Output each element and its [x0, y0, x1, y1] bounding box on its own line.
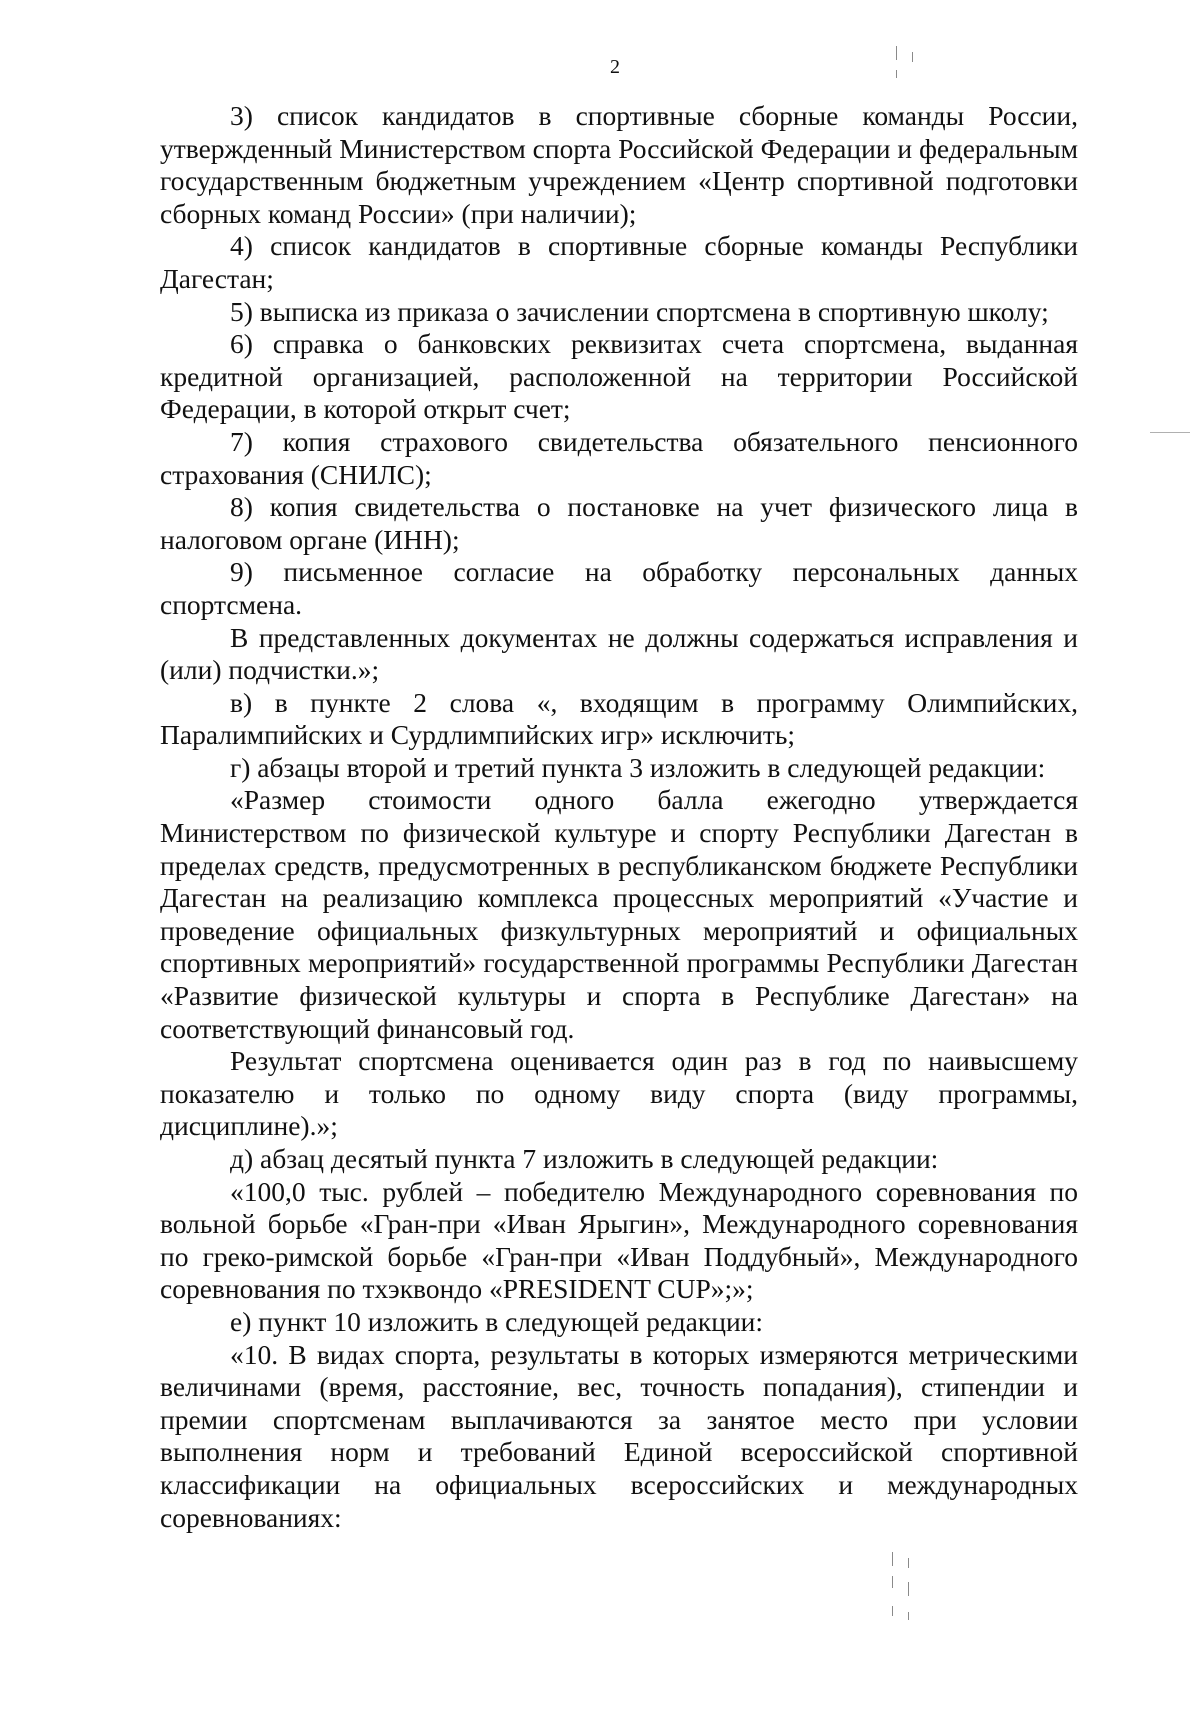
paragraph-subitem-v: в) в пункте 2 слова «, входящим в программу Олимпийских, Паралимпийских и Сурдлимпийских игр» исключить; — [160, 686, 1078, 751]
paragraph-item-6: 6) справка о банковских реквизитах счета спортсмена, выданная кредитной организацией, расположенной на территории Российской Федерации, в которой открыт счет; — [160, 328, 1078, 425]
paragraph-item-3: 3) список кандидатов в спортивные сборные команды России, утвержденный Министерством спорта Российской Федерации и федеральным государственным бюджетным учреждением «Центр спортивной подготовки сборных команд России» (при наличии); — [160, 100, 1078, 229]
paragraph-item-8: 8) копия свидетельства о постановке на учет физического лица в налоговом органе (ИНН); — [160, 491, 1078, 555]
scan-artifact — [892, 1576, 893, 1588]
scan-artifact — [908, 1558, 909, 1568]
document-body — [160, 100, 1078, 1534]
paragraph-point-cost: «Размер стоимости одного балла ежегодно утверждается Министерством по физической культуре и спорту Республики Дагестан в пределах средств, предусмотренных в республиканском бюджете Республики Дагестан на реализацию комплекса процессных мероприятий «Участие и проведение официальных физкультурных мероприятий и официальных спортивных мероприятий» государственной программы Республики Дагестан «Развитие физической культуры и спорта в Республике Дагестан» на соответствующий финансовый год. — [160, 784, 1078, 1044]
scan-artifact — [908, 1582, 909, 1596]
paragraph-item-7: 7) копия страхового свидетельства обязательного пенсионного страхования (СНИЛС); — [160, 425, 1078, 490]
scan-artifact — [912, 52, 913, 62]
scan-artifact — [908, 1612, 909, 1620]
scan-artifact — [896, 46, 897, 60]
scan-artifact — [896, 70, 897, 78]
scan-artifact — [892, 1552, 893, 1566]
paragraph-subitem-d: д) абзац десятый пункта 7 изложить в следующей редакции: — [230, 1143, 939, 1174]
page-number: 2 — [610, 56, 620, 78]
scan-artifact — [1150, 432, 1190, 433]
paragraph-point-10: «10. В видах спорта, результаты в которых измеряются метрическими величинами (время, расстояние, вес, точность попадания), стипендии и премии спортсменам выплачиваются за занятое место при условии выполнения норм и требований Единой всероссийской спортивной классификации на официальных всероссийских и международных соревнованиях: — [160, 1338, 1078, 1533]
paragraph-subitem-g: г) абзацы второй и третий пункта 3 изложить в следующей редакции: — [230, 751, 1046, 783]
paragraph-subitem-e: е) пункт 10 изложить в следующей редакции: — [230, 1305, 764, 1337]
paragraph-item-9: 9) письменное согласие на обработку персональных данных спортсмена. — [160, 556, 1078, 620]
paragraph-result-evaluation: Результат спортсмена оценивается один раз в год по наивысшему показателю и только по одному виду спорта (виду программы, дисциплине).»; — [160, 1045, 1078, 1142]
paragraph-no-corrections: В представленных документах не должны содержаться исправления и (или) подчистки.»; — [160, 621, 1078, 686]
paragraph-award-amount: «100,0 тыс. рублей – победителю Международного соревнования по вольной борьбе «Гран-при «Иван Ярыгин», Международного соревнования по греко-римской борьбе «Гран-при «Иван Поддубный», Международного соревнования по тхэквондо «PRESIDENT CUP»;»; — [160, 1175, 1078, 1305]
paragraph-item-4: 4) список кандидатов в спортивные сборные команды Республики Дагестан; — [160, 230, 1078, 294]
paragraph-item-5: 5) выписка из приказа о зачислении спортсмена в спортивную школу; — [230, 295, 1049, 327]
scan-artifact — [892, 1606, 893, 1616]
